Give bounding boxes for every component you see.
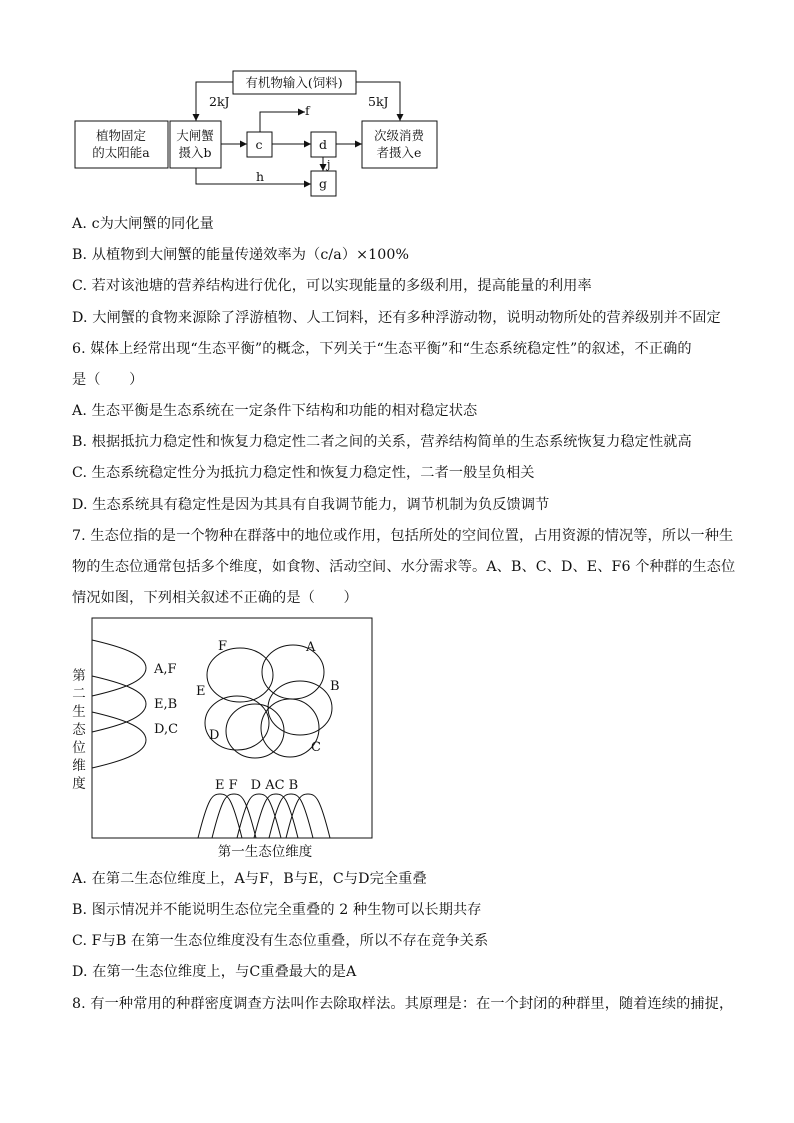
circle-label-a: A	[306, 640, 316, 655]
box-b-line2: 摄入b	[178, 145, 212, 160]
q6-stem-line1: 6. 媒体上经常出现“生态平衡”的概念，下列关于“生态平衡”和“生态系统稳定性”的叙述，不正确的	[72, 341, 692, 357]
label-f: f	[305, 103, 310, 118]
q7-option-a: A. 在第二生态位维度上，A与F，B与E，C与D完全重叠	[72, 871, 427, 887]
left-curve-af	[92, 640, 146, 696]
left-energy-label: 2kJ	[209, 94, 230, 109]
q7-stem-line2: 物的生态位通常包括多个维度，如食物、活动空间、水分需求等。A、B、C、D、E、F6 个种群的生态位	[72, 559, 736, 575]
x-axis-label: 第一生态位维度	[217, 844, 313, 860]
circle-label-d: D	[209, 728, 220, 743]
circle-label-b: B	[330, 679, 340, 694]
arrow-c-to-f	[260, 112, 305, 132]
q5-option-b: B. 从植物到大闸蟹的能量传递效率为（c/a）×100%	[72, 247, 410, 263]
box-b-line1: 大闸蟹	[176, 128, 214, 143]
q8-stem-line1: 8. 有一种常用的种群密度调查方法叫作去除取样法。其原理是：在一个封闭的种群里，随着连续的捕捉，	[72, 996, 734, 1012]
circle-d	[226, 704, 284, 758]
bottom-labels: E F D AC B	[215, 778, 299, 793]
left-label-dc: D,C	[154, 722, 179, 737]
left-label-eb: E,B	[154, 697, 178, 712]
y-axis-char-7: 度	[72, 776, 86, 792]
q6-option-c: C. 生态系统稳定性分为抵抗力稳定性和恢复力稳定性，二者一般呈负相关	[72, 465, 535, 481]
box-a-line2: 的太阳能a	[92, 145, 150, 160]
q6-stem-line2: 是（ ）	[72, 372, 144, 388]
energy-flow-diagram	[0, 0, 794, 205]
arrow-b-to-g	[196, 168, 311, 184]
left-curve-dc	[92, 712, 146, 768]
left-label-af: A,F	[154, 662, 177, 677]
q7-option-b: B. 图示情况并不能说明生态位完全重叠的 2 种生物可以长期共存	[72, 902, 482, 918]
circle-label-e: E	[196, 684, 206, 699]
label-h: h	[256, 169, 265, 184]
right-energy-label: 5kJ	[368, 94, 389, 109]
box-g-label: g	[318, 176, 328, 191]
box-c-label: c	[255, 137, 263, 152]
label-j: j	[327, 158, 331, 171]
y-axis-char-5: 位	[72, 740, 86, 756]
q7-stem-line3: 情况如图，下列相关叙述不正确的是（ ）	[72, 590, 358, 606]
circle-f	[207, 648, 273, 702]
q7-option-c: C. F与B 在第一生态位维度没有生态位重叠，所以不存在竞争关系	[72, 933, 489, 949]
circle-label-c: C	[311, 740, 321, 755]
box-e-line1: 次级消费	[373, 128, 425, 143]
circle-label-f: F	[218, 639, 228, 654]
y-axis-char-2: 二	[72, 686, 86, 702]
input-box-label: 有机物输入(饲料)	[245, 75, 343, 90]
y-axis-char-1: 第	[72, 668, 86, 684]
q7-stem-line1: 7. 生态位指的是一个物种在群落中的地位或作用，包括所处的空间位置，占用资源的情况等，所以一种生	[72, 528, 734, 544]
q6-option-d: D. 生态系统具有稳定性是因为其具有自我调节能力，调节机制为负反馈调节	[72, 497, 550, 513]
bottom-curve-e	[198, 794, 242, 838]
box-d-label: d	[318, 137, 328, 152]
y-axis-char-3: 生	[72, 704, 86, 720]
bottom-curve-c	[269, 794, 313, 838]
y-axis-char-6: 维	[72, 758, 86, 774]
y-axis-char-4: 态	[72, 722, 86, 738]
box-a-line1: 植物固定	[95, 128, 147, 143]
bottom-curve-b	[286, 794, 330, 838]
niche-diagram	[60, 612, 390, 862]
q5-option-a: A. c为大闸蟹的同化量	[72, 216, 214, 232]
q7-option-d: D. 在第一生态位维度上，与C重叠最大的是A	[72, 964, 357, 980]
q5-option-d: D. 大闸蟹的食物来源除了浮游植物、人工饲料，还有多种浮游动物，说明动物所处的营养级别并不固定	[72, 310, 721, 326]
circle-b	[268, 681, 332, 735]
box-e-line2: 者摄入e	[376, 145, 422, 160]
bottom-curve-a	[254, 794, 298, 838]
q6-option-b: B. 根据抵抗力稳定性和恢复力稳定性二者之间的关系，营养结构简单的生态系统恢复力稳定性就高	[72, 434, 692, 450]
left-curve-eb	[92, 676, 146, 732]
q6-option-a: A. 生态平衡是生态系统在一定条件下结构和功能的相对稳定状态	[72, 403, 478, 419]
q5-option-c: C. 若对该池塘的营养结构进行优化，可以实现能量的多级利用，提高能量的利用率	[72, 278, 592, 294]
